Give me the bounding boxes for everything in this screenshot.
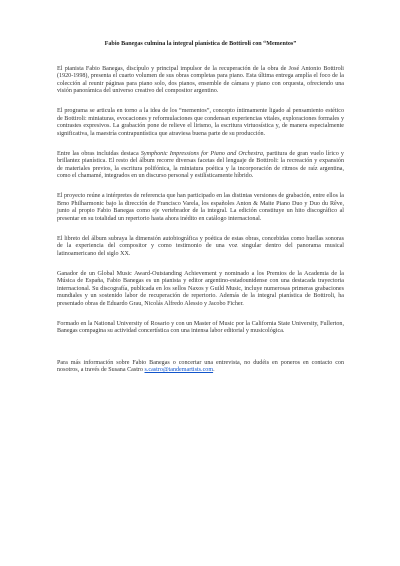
paragraph-works-lead: Entre las obras incluidas destaca [57, 150, 141, 157]
paragraph-contact [57, 360, 344, 375]
contact-end: . [213, 367, 215, 373]
page-title: Fabio Banegas culmina la integral pianística de Bottiroli con “Mementos” [104, 41, 297, 47]
paragraph-booklet: El libreto del álbum subraya la dimensión autobiográfica y poética de estas obras, concebidas como huellas sonoras de la experiencia del compositor y como testimonio de una voz singular dentro del panorama musical latinoamericano del siglo XX. [57, 235, 344, 257]
paragraph-works [57, 151, 344, 181]
contact-email-link[interactable]: s.castro@tandemartists.com [144, 367, 214, 373]
highlighted-work-title: Symphonic Impressions for Piano and Orchestra [140, 150, 263, 157]
contact-text: Para más información sobre Fabio Banegas o concertar una entrevista, no dudéis en poneros en contacto con nosotros, a través de Susana Castro [57, 359, 344, 373]
paragraph-performers: El proyecto reúne a intérpretes de referencia que han participado en las distintas versiones de grabación, entre ellos la Brno Philharmonic bajo la dirección de Francisco Varela, los españoles Anton & Maite Piano Duo y Duo du Rêve, junto al propio Fabio Banegas como eje vertebrador de la integral. La edición constituye un hito discográfico al presentar en su totalidad un repertorio hasta ahora inédito en catálogo internacional. [57, 193, 344, 222]
paragraph-biography: Ganador de un Global Music Award-Outstanding Achievement y nominado a los Premios de la Academia de la Música de España, Fabio Banegas es un pianista y editor argentino-estadounidense con una destacada trayectoria internacional. Su discografía, publicada en los sellos Naxos y Guild Music, incluye numerosas primeras grabaciones mundiales y un sostenido labor de recuperación de repertorio. Además de la integral pianística de Bottiroli, ha presentado obras de Eduardo Grau, Nicolás Alfredo Alessio y Jacobo Ficher. [57, 270, 344, 307]
paragraph-program: El programa se articula en torno a la idea de los “mementos”, concepto íntimamente ligado al pensamiento estético de Bottiroli: miniaturas, evocaciones y reformulaciones que condensan experiencias vitales, exploraciones formales y contrastes expresivos. La grabación pone de relieve el lirismo, la escritura virtuosística y, de manera especialmente significativa, la maestría contrapuntística que atraviesa buena parte de su producción. [57, 108, 344, 137]
press-release-body [57, 41, 344, 387]
paragraph-intro: El pianista Fabio Banegas, discípulo y principal impulsor de la recuperación de la obra de José Antonio Bottiroli (1920-1998), presenta el cuarto volumen de sus obras completas para piano. Esta última entrega amplía el foco de la colección al reunir páginas para piano solo, dos pianos, ensemble de cámara y piano con orquesta, ofreciendo una visión panorámica del universo creativo del compositor argentino. [57, 65, 344, 94]
paragraph-works-rest: , partitura de gran vuelo lírico y brillantez pianística. El resto del álbum recorre diversas facetas del lenguaje de Bottiroli: la recreación y expansión de materiales previos, la escritura polifónica, la miniatura poética y la incorporación de ritmos de raíz argentina, como el chamamé, integrados en un discurso personal y estilísticamente híbrido. [57, 150, 344, 179]
paragraph-education: Formado en la National University of Rosario y con un Master of Music por la California State University, Fullerton, Banegas compagina su actividad concertística con una intensa labor editorial y musicológica. [57, 320, 344, 334]
